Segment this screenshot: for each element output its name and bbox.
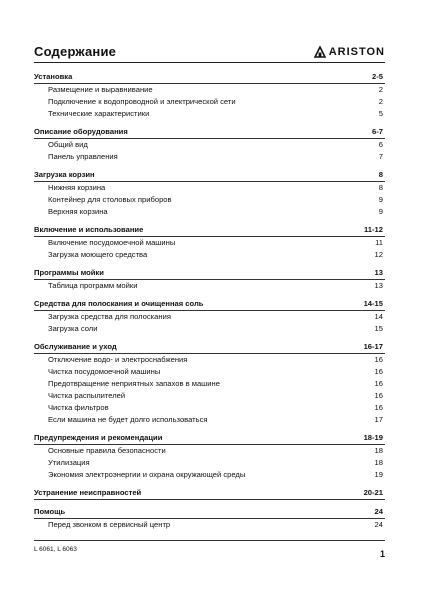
toc-section-pages: 18-19 (363, 433, 383, 442)
toc-entry-label: Загрузка средства для полоскания (48, 312, 171, 321)
toc-entry-page: 16 (374, 391, 383, 400)
toc-entry-page: 19 (374, 470, 383, 479)
toc-section-heading[interactable] (34, 506, 385, 517)
toc-entry-label: Чистка распылителей (48, 391, 126, 400)
toc-section (34, 506, 385, 531)
toc-entry-label: Размещение и выравнивание (48, 85, 153, 94)
toc-section-heading[interactable] (34, 169, 385, 180)
toc-entry-page: 16 (374, 355, 383, 364)
toc-section-heading[interactable] (34, 298, 385, 309)
toc-section-heading[interactable] (34, 71, 385, 82)
toc-section-title: Загрузка корзин (34, 170, 95, 179)
toc-entry-page: 16 (374, 403, 383, 412)
toc-entry-page: 8 (378, 183, 383, 192)
ariston-logo-icon (314, 46, 326, 58)
toc-entry-label: Загрузка моющего средства (48, 250, 148, 259)
toc-entry[interactable] (34, 366, 385, 378)
toc-entry-page: 24 (374, 520, 383, 529)
toc-entry[interactable] (34, 96, 385, 108)
toc-entry[interactable] (34, 390, 385, 402)
toc-section-pages: 8 (378, 170, 383, 179)
page-title: Содержание (34, 44, 117, 59)
toc-section-title: Устранение неисправностей (34, 488, 142, 497)
toc-entry[interactable] (34, 249, 385, 261)
toc-entry[interactable] (34, 469, 385, 481)
toc-section-heading[interactable] (34, 341, 385, 352)
toc-entry-label: Загрузка соли (48, 324, 98, 333)
toc-entry-page: 15 (374, 324, 383, 333)
toc-section-title: Помощь (34, 507, 66, 516)
toc-entry-page: 6 (378, 140, 383, 149)
brand-name: ARISTON (328, 46, 385, 58)
toc-entry[interactable] (34, 457, 385, 469)
toc-section (34, 224, 385, 261)
toc-entry-label: Чистка фильтров (48, 403, 109, 412)
toc-entry-page: 2 (378, 97, 383, 106)
toc-section (34, 169, 385, 218)
toc-section-heading[interactable] (34, 432, 385, 443)
toc-entry-page: 7 (378, 152, 383, 161)
model-numbers: L 6061, L 6063 (34, 546, 77, 553)
toc-entry[interactable] (34, 311, 385, 323)
toc-section-pages: 6-7 (372, 127, 383, 136)
toc-entry[interactable] (34, 84, 385, 96)
toc-section-title: Включение и использование (34, 225, 144, 234)
toc-entry-page: 9 (378, 207, 383, 216)
toc-section-pages: 24 (374, 507, 383, 516)
footer-divider (34, 540, 385, 541)
toc-section-title: Описание оборудования (34, 127, 128, 136)
toc-section (34, 432, 385, 481)
toc-entry[interactable] (34, 445, 385, 457)
toc-section (34, 126, 385, 163)
table-of-contents (34, 71, 385, 537)
toc-section-title: Программы мойки (34, 268, 104, 277)
page-number: 1 (379, 549, 385, 559)
toc-entry-page: 12 (374, 250, 383, 259)
toc-section-pages: 20-21 (363, 488, 383, 497)
toc-entry-label: Основные правила безопасности (48, 446, 166, 455)
toc-section (34, 298, 385, 335)
toc-entry-label: Таблица программ мойки (48, 281, 138, 290)
brand-logo (314, 46, 385, 58)
toc-entry[interactable] (34, 414, 385, 426)
toc-section-title: Средства для полоскания и очищенная соль (34, 299, 204, 308)
toc-entry-label: Отключение водо- и электроснабжения (48, 355, 188, 364)
toc-entry-page: 16 (374, 367, 383, 376)
toc-section (34, 71, 385, 120)
toc-section-heading[interactable] (34, 267, 385, 278)
toc-entry-label: Верхняя корзина (48, 207, 108, 216)
toc-entry-label: Если машина не будет долго использоваться (48, 415, 208, 424)
toc-section-heading[interactable] (34, 224, 385, 235)
toc-entry-label: Подключение к водопроводной и электрической сети (48, 97, 236, 106)
toc-entry-label: Общий вид (48, 140, 88, 149)
toc-entry-label: Предотвращение неприятных запахов в машине (48, 379, 220, 388)
toc-section (34, 487, 385, 500)
toc-entry[interactable] (34, 237, 385, 249)
toc-section-pages: 13 (374, 268, 383, 277)
toc-entry[interactable] (34, 151, 385, 163)
toc-entry[interactable] (34, 108, 385, 120)
toc-section-pages: 14-15 (363, 299, 383, 308)
toc-entry-label: Чистка посудомоечной машины (48, 367, 161, 376)
toc-section-title: Установка (34, 72, 73, 81)
toc-entry[interactable] (34, 182, 385, 194)
toc-entry[interactable] (34, 206, 385, 218)
toc-section (34, 267, 385, 292)
toc-entry-label: Включение посудомоечной машины (48, 238, 176, 247)
toc-entry-label: Контейнер для столовых приборов (48, 195, 172, 204)
toc-section-title: Обслуживание и уход (34, 342, 117, 351)
toc-entry-page: 2 (378, 85, 383, 94)
toc-entry-label: Перед звонком в сервисный центр (48, 520, 171, 529)
toc-entry-label: Панель управления (48, 152, 118, 161)
toc-section-pages: 11-12 (363, 225, 383, 234)
toc-entry-page: 11 (375, 238, 383, 247)
toc-entry[interactable] (34, 139, 385, 151)
toc-entry[interactable] (34, 402, 385, 414)
toc-entry[interactable] (34, 378, 385, 390)
toc-entry[interactable] (34, 323, 385, 335)
toc-entry-label: Утилизация (48, 458, 90, 467)
toc-entry-page: 17 (374, 415, 383, 424)
toc-entry-label: Экономия электроэнергии и охрана окружающей среды (48, 470, 246, 479)
toc-entry[interactable] (34, 354, 385, 366)
header-divider (34, 62, 385, 63)
toc-entry-label: Нижняя корзина (48, 183, 106, 192)
toc-entry-label: Технические характеристики (48, 109, 150, 118)
toc-entry-page: 9 (378, 195, 383, 204)
toc-entry[interactable] (34, 194, 385, 206)
toc-entry-page: 16 (374, 379, 383, 388)
toc-section-pages: 16-17 (363, 342, 383, 351)
toc-section-pages: 2-5 (372, 72, 383, 81)
toc-entry[interactable] (34, 519, 385, 531)
toc-entry-page: 5 (378, 109, 383, 118)
toc-entry-page: 18 (374, 446, 383, 455)
section-divider (34, 499, 385, 500)
toc-entry[interactable] (34, 280, 385, 292)
toc-entry-page: 13 (374, 281, 383, 290)
toc-section (34, 341, 385, 426)
toc-entry-page: 14 (374, 312, 383, 321)
toc-section-heading[interactable] (34, 126, 385, 137)
toc-section-title: Предупреждения и рекомендации (34, 433, 163, 442)
toc-section-heading[interactable] (34, 487, 385, 498)
toc-entry-page: 18 (374, 458, 383, 467)
